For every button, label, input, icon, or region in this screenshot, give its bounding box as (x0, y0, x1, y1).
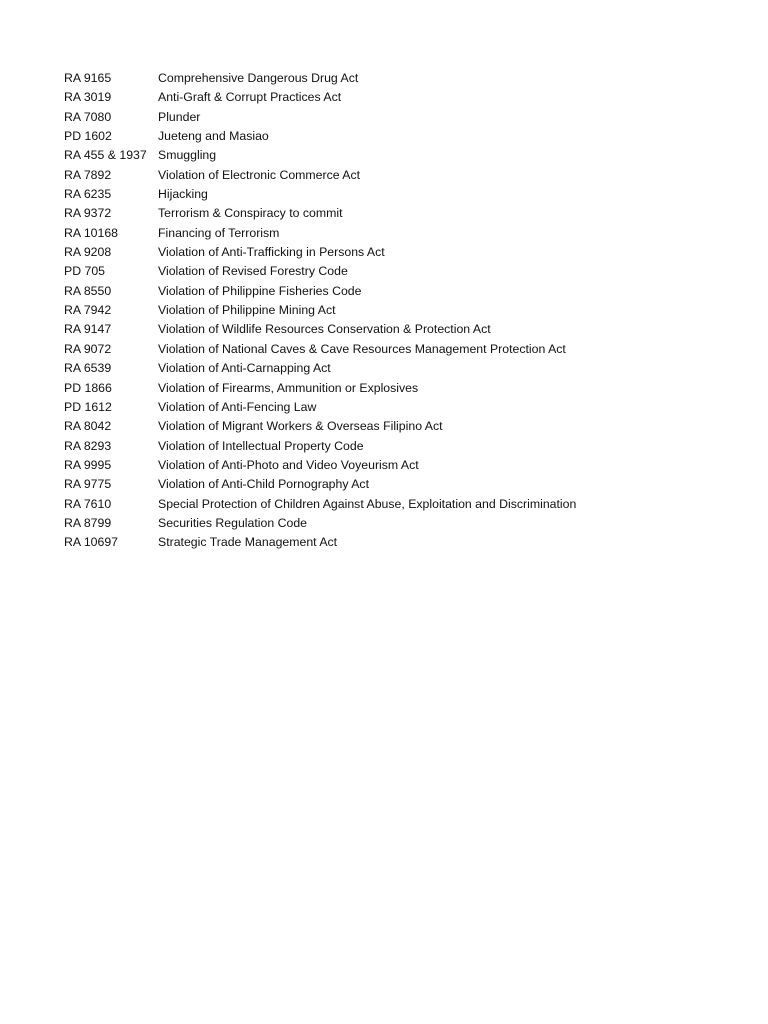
law-code-cell: RA 8293 (64, 438, 112, 453)
table-row (64, 340, 718, 359)
table-row (64, 127, 718, 146)
law-code-cell: RA 8799 (64, 515, 112, 530)
table-row (64, 456, 718, 475)
law-code-cell: PD 1612 (64, 399, 112, 414)
law-code-cell: RA 9208 (64, 245, 112, 260)
law-code-cell: RA 7942 (64, 303, 112, 318)
law-code-cell: RA 3019 (64, 90, 112, 105)
law-title-cell: Anti-Graft & Corrupt Practices Act (158, 90, 342, 105)
table-row (64, 359, 718, 378)
table-row (64, 204, 718, 223)
law-title-cell: Violation of Revised Forestry Code (158, 264, 348, 279)
law-title-cell: Violation of Anti-Trafficking in Persons Act (158, 245, 385, 260)
law-title-cell: Violation of Intellectual Property Code (158, 438, 364, 453)
table-row (64, 88, 718, 107)
law-title-cell: Comprehensive Dangerous Drug Act (158, 71, 359, 85)
table-row (64, 417, 718, 436)
law-code-cell: RA 9147 (64, 322, 112, 337)
law-title-cell: Violation of Firearms, Ammunition or Explosives (158, 380, 419, 395)
law-title-cell: Violation of Philippine Mining Act (158, 303, 336, 318)
table-row (64, 146, 718, 165)
law-code-cell: RA 8042 (64, 419, 112, 434)
table-row (64, 398, 718, 417)
law-title-cell: Jueteng and Masiao (158, 129, 269, 144)
law-title-cell: Violation of Electronic Commerce Act (158, 167, 361, 182)
law-code-cell: RA 6235 (64, 187, 112, 202)
law-code-cell: RA 10168 (64, 225, 119, 240)
law-code-cell: RA 9072 (64, 341, 112, 356)
law-code-cell: RA 9775 (64, 477, 112, 492)
law-title-cell: Strategic Trade Management Act (158, 535, 338, 550)
law-title-cell: Securities Regulation Code (158, 515, 308, 530)
law-code-cell: RA 9165 (64, 71, 112, 85)
law-code-cell: RA 7610 (64, 496, 112, 511)
law-title-cell: Violation of Anti-Photo and Video Voyeurism Act (158, 457, 419, 472)
law-code-cell: PD 1602 (64, 129, 112, 144)
law-title-cell: Special Protection of Children Against Abuse, Exploitation and Discrimination (158, 496, 577, 511)
table-row (64, 282, 718, 301)
table-row (64, 108, 718, 127)
law-code-cell: PD 1866 (64, 380, 112, 395)
law-title-cell: Violation of Anti-Carnapping Act (158, 361, 331, 376)
law-code-cell: RA 7892 (64, 167, 112, 182)
law-code-cell: RA 9995 (64, 457, 112, 472)
law-title-cell: Violation of Anti-Child Pornography Act (158, 477, 369, 492)
table-row (64, 301, 718, 320)
table-row (64, 69, 718, 88)
law-code-cell: RA 9372 (64, 206, 112, 221)
table-row (64, 514, 718, 533)
law-title-cell: Violation of Wildlife Resources Conservation & Protection Act (158, 322, 491, 337)
law-code-cell: RA 6539 (64, 361, 112, 376)
table-row (64, 320, 718, 339)
table-row (64, 475, 718, 494)
table-row (64, 185, 718, 204)
law-title-cell: Smuggling (158, 148, 217, 163)
law-title-cell: Financing of Terrorism (158, 225, 280, 240)
law-title-cell: Violation of Anti-Fencing Law (158, 399, 317, 414)
law-list-body (64, 69, 718, 553)
table-row (64, 262, 718, 281)
law-list-table (64, 69, 718, 553)
law-title-cell: Violation of Philippine Fisheries Code (158, 283, 362, 298)
table-row (64, 224, 718, 243)
law-code-cell: PD 705 (64, 264, 106, 279)
law-title-cell: Violation of National Caves & Cave Resources Management Protection Act (158, 341, 566, 356)
law-title-cell: Violation of Migrant Workers & Overseas Filipino Act (158, 419, 443, 434)
law-code-cell: RA 7080 (64, 109, 112, 124)
table-row (64, 243, 718, 262)
table-row (64, 379, 718, 398)
table-row (64, 166, 718, 185)
law-code-cell: RA 455 & 1937 (64, 148, 147, 163)
law-title-cell: Plunder (158, 109, 201, 124)
law-title-cell: Hijacking (158, 187, 208, 202)
table-row (64, 495, 718, 514)
table-row (64, 533, 718, 552)
table-row (64, 437, 718, 456)
law-code-cell: RA 10697 (64, 535, 119, 550)
law-code-cell: RA 8550 (64, 283, 112, 298)
law-title-cell: Terrorism & Conspiracy to commit (158, 206, 343, 221)
